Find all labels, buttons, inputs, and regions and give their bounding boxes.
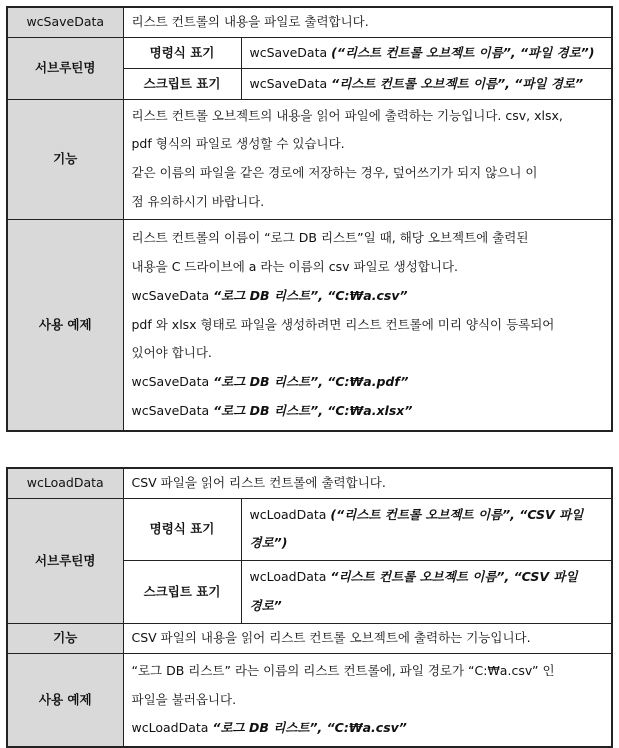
example-line: 내용을 C 드라이브에 a 라는 이름의 csv 파일로 생성합니다.	[131, 258, 459, 274]
function-description-cell	[123, 99, 612, 219]
script-syntax-cell	[241, 561, 612, 624]
function-line: 리스트 컨트롤 오브젝트의 내용을 읽어 파일에 출력하는 기능입니다. csv, xlsx,	[131, 107, 563, 123]
example-code-args: “로그 DB 리스트”, “C:₩a.csv”	[212, 720, 407, 736]
example-label-cell	[7, 653, 123, 747]
wcloaddata-table	[6, 467, 613, 748]
script-label: 스크립트 표기	[143, 75, 221, 91]
function-name-cell	[7, 7, 123, 37]
example-label: 사용 예제	[38, 316, 92, 332]
script-args: “리스트 컨트롤 오브젝트 이름”, “파일 경로”	[331, 75, 584, 91]
example-label: 사용 예제	[38, 691, 92, 707]
script-args-continued: 경로”	[249, 597, 282, 613]
summary-cell	[123, 7, 612, 37]
command-args: (“리스트 컨트롤 오브젝트 이름”, “CSV 파일	[330, 506, 584, 522]
example-line: 있어야 합니다.	[131, 345, 212, 361]
example-line: 파일을 불러옵니다.	[131, 691, 237, 707]
function-label: 기능	[53, 151, 78, 167]
subroutine-label-cell	[7, 498, 123, 623]
example-line: 리스트 컨트롤의 이름이 “로그 DB 리스트”일 때, 해당 오브젝트에 출력된	[131, 230, 529, 246]
function-name: wcSaveData	[26, 14, 105, 30]
script-label-cell	[123, 68, 241, 99]
script-syntax-cell	[241, 68, 612, 99]
function-label-cell	[7, 623, 123, 653]
example-code-args: “로그 DB 리스트”, “C:₩a.pdf”	[213, 374, 409, 390]
example-code-line	[132, 714, 604, 743]
example-label-cell	[7, 219, 123, 431]
summary-text: CSV 파일을 읽어 리스트 컨트롤에 출력합니다.	[131, 475, 386, 491]
command-syntax-cell	[241, 37, 612, 68]
function-line: 점 유의하시기 바랍니다.	[131, 193, 265, 209]
example-code-line	[132, 368, 604, 397]
command-label-cell	[123, 37, 241, 68]
function-line: 같은 이름의 파일을 같은 경로에 저장하는 경우, 덮어쓰기가 되지 않으니 이	[131, 165, 538, 181]
summary-cell	[123, 468, 612, 498]
example-code-name: wcLoadData	[131, 720, 213, 736]
command-label: 명령식 표기	[149, 44, 215, 60]
example-description-cell	[123, 219, 612, 431]
example-code-line	[132, 397, 604, 426]
script-args: “리스트 컨트롤 오브젝트 이름”, “CSV 파일	[330, 569, 578, 585]
function-text: CSV 파일의 내용을 읽어 리스트 컨트롤 오브젝트에 출력하는 기능입니다.	[131, 630, 531, 646]
command-syntax-line	[250, 501, 604, 530]
script-syntax-line	[250, 563, 604, 592]
script-label-cell	[123, 561, 241, 624]
function-name: wcLoadData	[26, 475, 104, 491]
example-line: pdf 와 xlsx 형태로 파일을 생성하려면 리스트 컨트롤에 미리 양식이 등록되어	[131, 316, 555, 332]
example-code-line	[132, 282, 604, 311]
subroutine-label: 서브루틴명	[35, 60, 96, 75]
example-line: “로그 DB 리스트” 라는 이름의 리스트 컨트롤에, 파일 경로가 “C:₩a.csv” 인	[131, 662, 555, 678]
wcsavedata-table	[6, 6, 613, 432]
script-name: wcLoadData	[249, 569, 331, 585]
command-name: wcLoadData	[249, 506, 331, 522]
script-label: 스크립트 표기	[143, 583, 221, 599]
example-code-args: “로그 DB 리스트”, “C:₩a.xlsx”	[213, 402, 413, 418]
function-description-cell	[123, 623, 612, 653]
example-code-args: “로그 DB 리스트”, “C:₩a.csv”	[213, 287, 408, 303]
command-label: 명령식 표기	[149, 521, 215, 537]
script-name: wcSaveData	[249, 75, 332, 91]
command-syntax-cell	[241, 498, 612, 561]
command-args-continued: 경로”)	[249, 535, 288, 551]
function-label: 기능	[53, 630, 78, 646]
command-label-cell	[123, 498, 241, 561]
function-label-cell	[7, 99, 123, 219]
example-code-name: wcSaveData	[131, 287, 214, 303]
function-line: pdf 형식의 파일로 생성할 수 있습니다.	[131, 136, 345, 152]
subroutine-label-cell	[7, 37, 123, 99]
command-args: (“리스트 컨트롤 오브젝트 이름”, “파일 경로”)	[331, 44, 595, 60]
subroutine-label: 서브루틴명	[35, 552, 96, 568]
summary-text: 리스트 컨트롤의 내용을 파일로 출력합니다.	[131, 14, 369, 30]
example-description-cell	[123, 653, 612, 747]
example-code-name: wcSaveData	[131, 402, 214, 418]
function-name-cell	[7, 468, 123, 498]
command-name: wcSaveData	[249, 44, 332, 60]
example-code-name: wcSaveData	[131, 374, 214, 390]
